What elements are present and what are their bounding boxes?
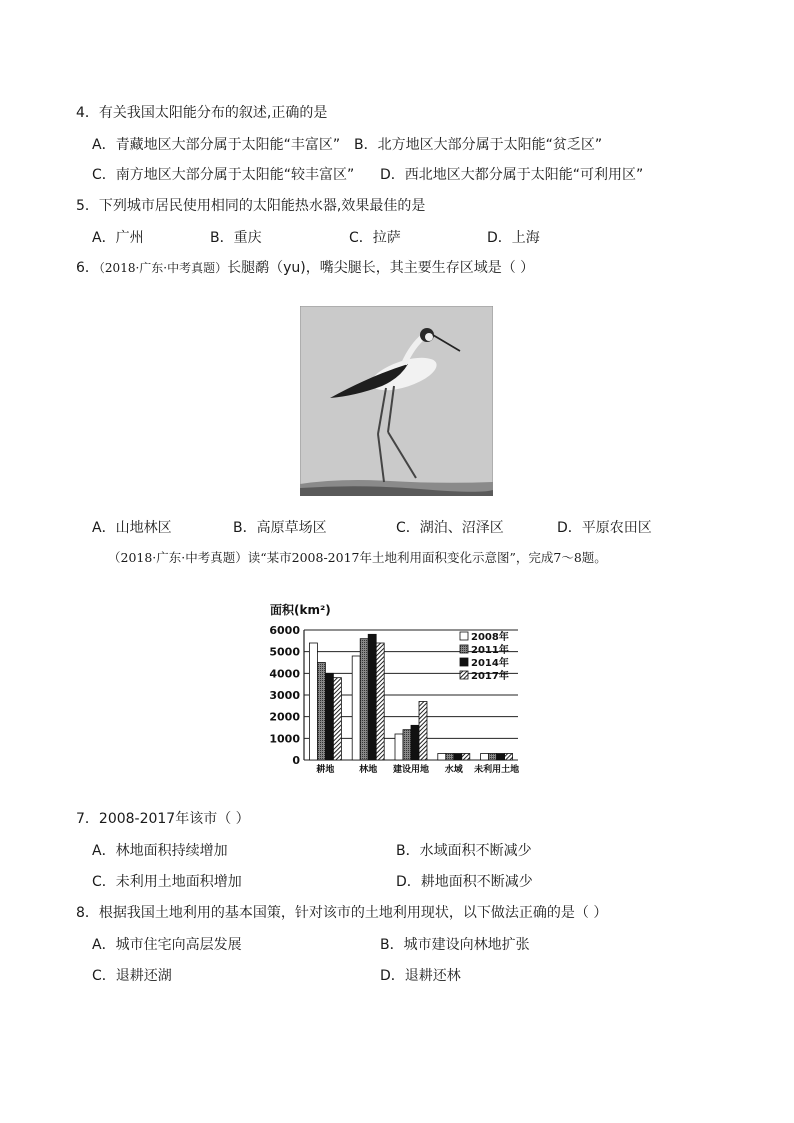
x-tick-label: 耕地 (316, 765, 335, 775)
q4-option-d: D．西北地区大都分属于太阳能“可利用区” (380, 167, 644, 183)
q7-option-d: D．耕地面积不断减少 (396, 874, 533, 890)
legend-swatch (460, 658, 468, 666)
bar-2014年-未利用土地 (497, 754, 505, 761)
legend-swatch (460, 671, 468, 679)
bar-2014年-水域 (454, 754, 462, 761)
legend-swatch (460, 632, 468, 640)
bar-2017年-水域 (462, 754, 470, 761)
legend-label: 2014年 (471, 658, 509, 669)
bar-2014年-耕地 (325, 673, 333, 760)
y-tick-label: 4000 (269, 667, 300, 681)
q6-option-b: B．高原草场区 (233, 520, 327, 536)
bar-2014年-林地 (368, 634, 376, 760)
bar-2011年-未利用土地 (489, 754, 497, 761)
q8-stem: 8．根据我国土地利用的基本国策，针对该市的土地利用现状，以下做法正确的是（ ） (76, 905, 608, 921)
bar-2011年-林地 (360, 639, 368, 760)
q7-option-a: A．林地面积持续增加 (92, 843, 228, 859)
bar-2008年-未利用土地 (481, 754, 489, 761)
q5-option-d: D．上海 (487, 230, 540, 246)
y-tick-label: 6000 (269, 624, 300, 637)
x-tick-label: 未利用土地 (474, 765, 520, 775)
stilt-bird-photo (300, 306, 493, 496)
q7-stem: 7．2008-2017年该市（ ） (76, 811, 250, 827)
q6-option-a: A．山地林区 (92, 520, 172, 536)
q5-option-b: B．重庆 (210, 230, 262, 246)
legend-label: 2008年 (471, 632, 509, 643)
q6-option-c: C．湖泊、沼泽区 (396, 520, 504, 536)
q7-option-c: C．未利用土地面积增加 (92, 874, 242, 890)
y-tick-label: 1000 (269, 732, 300, 746)
x-tick-label: 林地 (359, 765, 378, 775)
x-tick-label: 水域 (444, 765, 463, 775)
legend-label: 2017年 (471, 671, 509, 682)
y-tick-label: 3000 (269, 689, 300, 702)
q8-option-b: B．城市建设向林地扩张 (380, 937, 530, 953)
q4-option-a: A．青藏地区大部分属于太阳能“丰富区” (92, 137, 341, 153)
q4-option-b: B．北方地区大部分属于太阳能“贫乏区” (354, 137, 603, 153)
chart-ylabel: 面积(km²) (270, 603, 331, 617)
q4-stem: 4．有关我国太阳能分布的叙述,正确的是 (76, 105, 328, 121)
q6-stem (76, 258, 534, 278)
q5-option-c: C．拉萨 (349, 230, 401, 246)
bar-2011年-水域 (446, 754, 454, 761)
q6-option-d: D．平原农田区 (557, 520, 652, 536)
q8-option-c: C．退耕还湖 (92, 968, 172, 984)
q8-option-d: D．退耕还林 (380, 968, 461, 984)
q7-8-intro: （2018·广东·中考真题）读“某市2008-2017年土地利用面积变化示意图”，完成7～8题。 (108, 550, 607, 565)
bar-2008年-建设用地 (395, 734, 403, 760)
y-tick-label: 2000 (269, 710, 300, 724)
bar-2017年-林地 (376, 643, 384, 760)
bar-2008年-林地 (352, 656, 360, 760)
legend-label: 2011年 (471, 645, 509, 656)
q5-stem: 5．下列城市居民使用相同的太阳能热水器,效果最佳的是 (76, 198, 426, 214)
q8-option-a: A．城市住宅向高层发展 (92, 937, 242, 953)
bar-2014年-建设用地 (411, 725, 419, 760)
legend-swatch (460, 645, 468, 653)
x-tick-label: 建设用地 (392, 765, 430, 775)
bar-2017年-建设用地 (419, 702, 427, 761)
q7-option-b: B．水域面积不断减少 (396, 843, 532, 859)
y-tick-label: 5000 (269, 645, 300, 659)
bar-2008年-耕地 (309, 643, 317, 760)
q6-number: 6． (76, 260, 99, 276)
q5-option-a: A．广州 (92, 230, 144, 246)
q6-stem-text: 长腿鹬（yu)，嘴尖腿长，其主要生存区域是（ ） (227, 260, 535, 276)
q6-source: （2018·广东·中考真题） (98, 261, 228, 275)
bar-2017年-耕地 (333, 678, 341, 760)
bar-2011年-耕地 (317, 663, 325, 761)
y-tick-label: 0 (292, 754, 300, 767)
bar-2017年-未利用土地 (505, 754, 513, 761)
land-use-bar-chart (268, 598, 528, 778)
bar-2011年-建设用地 (403, 730, 411, 760)
bar-2008年-水域 (438, 754, 446, 761)
q4-option-c: C．南方地区大部分属于太阳能“较丰富区” (92, 167, 355, 183)
